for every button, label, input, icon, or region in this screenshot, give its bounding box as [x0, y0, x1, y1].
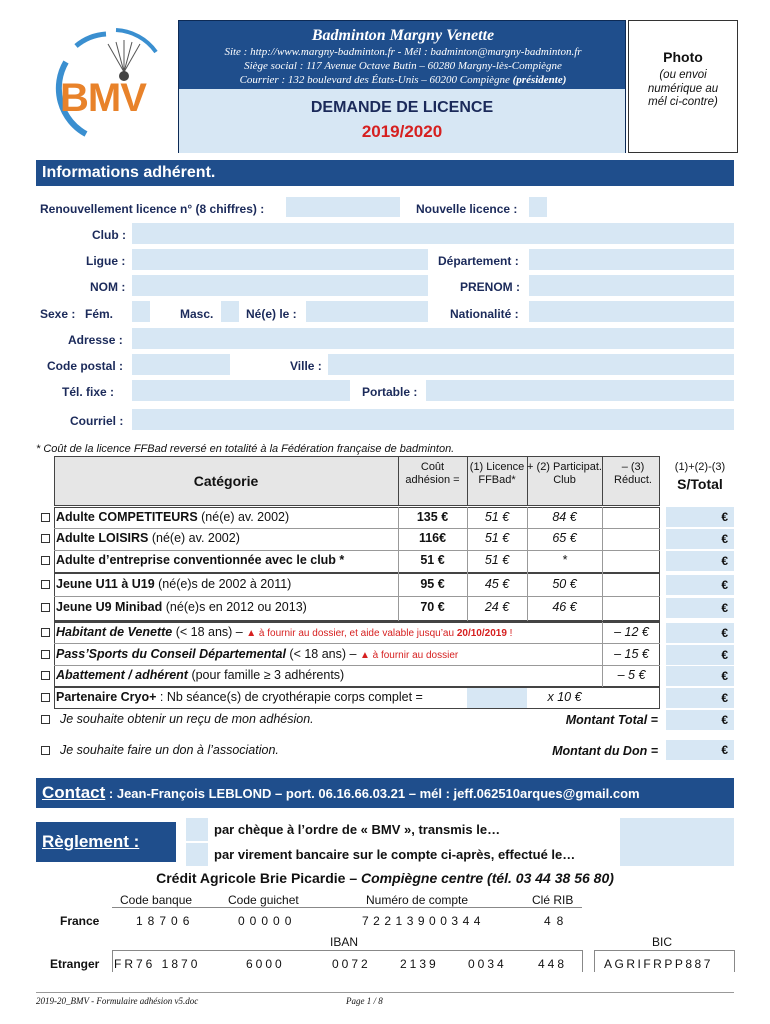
portable-label: Portable : — [362, 385, 418, 399]
row-particip: 50 € — [552, 577, 577, 591]
row-cout: 70 € — [420, 600, 445, 614]
row-cout: 135 € — [416, 510, 449, 524]
iban-part-4: 2139 — [400, 957, 439, 971]
subtotal-input[interactable]: € — [666, 666, 734, 686]
reduction-checkbox[interactable] — [41, 671, 50, 680]
reglement-title: Règlement : — [36, 822, 176, 862]
cryo-checkbox[interactable] — [41, 693, 50, 702]
category-label: Jeune U11 à U19 (né(e)s de 2002 à 2011) — [56, 577, 292, 591]
montant-don-input[interactable]: € — [666, 740, 734, 760]
subtotal-input[interactable]: € — [666, 551, 734, 571]
reduction-amount: – 15 € — [614, 647, 649, 661]
ville-label: Ville : — [290, 359, 322, 373]
bic-value: AGRIFRPP887 — [604, 957, 713, 971]
header-reduct: – (3) Réduct. — [614, 461, 652, 486]
col-compte-header: Numéro de compte — [366, 893, 469, 907]
category-label: Adulte LOISIRS (né(e) av. 2002) — [56, 531, 240, 545]
cheque-checkbox[interactable] — [186, 818, 208, 841]
footer-rule — [36, 992, 734, 993]
recu-label: Je souhaite obtenir un reçu de mon adhésion. — [60, 712, 314, 726]
row-licence: 24 € — [484, 600, 510, 614]
subtotal-input[interactable]: € — [666, 645, 734, 665]
montant-total-label: Montant Total = — [565, 713, 658, 727]
montant-total-input[interactable]: € — [666, 710, 734, 730]
subtotal-input[interactable]: € — [666, 598, 734, 618]
adresse-input[interactable] — [132, 328, 734, 349]
footer-page: Page 1 / 8 — [346, 996, 383, 1006]
iban-table-top — [112, 950, 582, 951]
montant-don-label: Montant du Don = — [552, 744, 658, 758]
row-cout: 116€ — [418, 531, 447, 545]
nom-input[interactable] — [132, 275, 428, 296]
code-postal-input[interactable] — [132, 354, 230, 375]
birthdate-input[interactable] — [306, 301, 428, 322]
new-licence-checkbox[interactable] — [529, 197, 547, 217]
iban-part-1: FR76 1870 — [114, 957, 201, 971]
header-categorie: Catégorie — [193, 473, 259, 489]
club-name: Badminton Margny Venette — [311, 27, 495, 44]
header-total-top: (1)+(2)-(3) — [674, 461, 726, 473]
ligue-input[interactable] — [132, 249, 428, 270]
france-guichet: 00000 — [238, 914, 297, 928]
row-licence: 51 € — [484, 510, 510, 524]
reduction-amount: – 12 € — [614, 625, 649, 639]
bank-title: Crédit Agricole Brie Picardie – Compiègne centre (tél. 03 44 38 56 80) — [156, 870, 614, 886]
adresse-label: Adresse : — [68, 333, 123, 347]
photo-note: (ou envoi numérique au mél ci-contre) — [647, 69, 719, 108]
cryo-count-input[interactable] — [467, 688, 527, 708]
fem-checkbox[interactable] — [132, 301, 150, 322]
virement-checkbox[interactable] — [186, 843, 208, 866]
row-licence: 45 € — [484, 577, 510, 591]
bic-box-top — [594, 950, 734, 951]
reduction-checkbox[interactable] — [41, 628, 50, 637]
reduction-label: Abattement / adhérent (pour famille ≥ 3 adhérents) — [56, 668, 345, 682]
subtotal-input[interactable]: € — [666, 575, 734, 595]
nationalite-label: Nationalité : — [450, 307, 519, 321]
iban-box-right — [582, 950, 583, 972]
don-checkbox[interactable] — [41, 746, 50, 755]
reduction-label: Habitant de Venette (< 18 ans) – ▲ à fournir au dossier, et aide valable jusqu’au 20/10/2019 ! — [56, 625, 513, 639]
don-label: Je souhaite faire un don à l’association. — [60, 743, 279, 757]
siege-line: Siège social : 117 Avenue Octave Butin – 60280 Margny-lès-Compiègne — [244, 60, 562, 72]
france-rib: 48 — [544, 914, 570, 928]
logo-text: BMV — [60, 76, 146, 120]
departement-input[interactable] — [529, 249, 734, 270]
header-particip: + (2) Participat. Club — [527, 461, 602, 486]
header-licence: (1) Licence FFBad* — [469, 461, 525, 486]
tel-input[interactable] — [132, 380, 350, 401]
subtotal-input[interactable]: € — [666, 688, 734, 708]
iban-part-3: 0072 — [332, 957, 371, 971]
photo-box[interactable] — [628, 20, 738, 153]
tel-label: Tél. fixe : — [62, 385, 115, 399]
france-banque: 18706 — [136, 914, 195, 928]
new-licence-label: Nouvelle licence : — [416, 202, 518, 216]
renewal-input[interactable] — [286, 197, 400, 217]
col-banque-header: Code banque — [120, 893, 193, 907]
reduction-amount: – 5 € — [617, 668, 646, 682]
contact-title: Contact — [42, 783, 106, 802]
code-postal-label: Code postal : — [47, 359, 124, 373]
category-label: Adulte COMPETITEURS (né(e) av. 2002) — [56, 510, 290, 524]
reduction-label: Pass’Sports du Conseil Départemental (< 18 ans) – ▲ à fournir au dossier — [56, 647, 459, 661]
bic-box-right — [734, 950, 735, 972]
category-label: Adulte d’entreprise conventionnée avec le club * — [56, 553, 345, 567]
iban-part-2: 6000 — [246, 957, 285, 971]
category-checkbox[interactable] — [41, 580, 50, 589]
prenom-input[interactable] — [529, 275, 734, 296]
footer-doc: 2019-20_BMV - Formulaire adhésion v5.doc — [36, 996, 199, 1006]
title-box — [179, 89, 625, 153]
row-cout: 51 € — [420, 553, 445, 567]
category-checkbox[interactable] — [41, 513, 50, 522]
portable-input[interactable] — [426, 380, 734, 401]
sexe-label: Sexe : — [40, 307, 76, 321]
site-line: Site : http://www.margny-badminton.fr - Mél : badminton@margny-badminton.fr — [224, 46, 582, 58]
club-label: Club : — [92, 228, 126, 242]
row-particip: * — [562, 553, 567, 567]
ne-le-label: Né(e) le : — [246, 307, 297, 321]
category-checkbox[interactable] — [41, 603, 50, 612]
reduction-checkbox[interactable] — [41, 650, 50, 659]
cryo-label: Partenaire Cryo+ : Nb séance(s) de cryothérapie corps complet = — [56, 690, 423, 704]
season: 2019/2020 — [361, 122, 443, 141]
renewal-label: Renouvellement licence n° (8 chiffres) : — [40, 202, 265, 216]
header-banner — [178, 20, 626, 153]
bic-label: BIC — [652, 935, 673, 949]
france-label: France — [60, 914, 100, 928]
bic-box-left — [594, 950, 595, 972]
virement-label: par virement bancaire sur le compte ci-après, effectué le… — [214, 847, 576, 862]
row-particip: 46 € — [552, 600, 577, 614]
iban-box-left — [112, 950, 113, 972]
masc-label: Masc. — [180, 307, 214, 321]
recu-checkbox[interactable] — [41, 715, 50, 724]
prenom-label: PRENOM : — [460, 280, 520, 294]
contact-text: : Jean-François LEBLOND – port. 06.16.66.03.21 – mél : jeff.062510arques@gmail.com — [105, 786, 640, 801]
bank-table-top — [112, 907, 582, 908]
info-section-title: Informations adhérent. — [36, 160, 734, 186]
iban-part-5: 0034 — [468, 957, 507, 971]
cryo-mult: x 10 € — [547, 690, 582, 704]
category-checkbox[interactable] — [41, 534, 50, 543]
ligue-label: Ligue : — [86, 254, 126, 268]
cheque-label: par chèque à l’ordre de « BMV », transmis le… — [214, 822, 501, 837]
subtotal-input[interactable]: € — [666, 623, 734, 643]
club-input[interactable] — [132, 223, 734, 244]
departement-label: Département : — [438, 254, 519, 268]
subtotal-input[interactable]: € — [666, 529, 734, 549]
contact-band — [36, 778, 734, 808]
col-guichet-header: Code guichet — [228, 893, 299, 907]
courriel-input[interactable] — [132, 409, 734, 430]
courriel-label: Courriel : — [70, 414, 124, 428]
category-label: Jeune U9 Minibad (né(e)s en 2012 ou 2013) — [56, 600, 307, 614]
subtotal-input[interactable]: € — [666, 507, 734, 527]
courrier-line: Courrier : 132 boulevard des États-Unis – 60200 Compiègne (présidente) — [239, 74, 567, 86]
col-div-4 — [602, 507, 603, 621]
row-licence: 51 € — [484, 531, 510, 545]
etranger-label: Etranger — [50, 957, 100, 971]
iban-part-6: 448 — [538, 957, 568, 971]
header-total: S/Total — [677, 476, 723, 492]
photo-title: Photo — [663, 49, 703, 65]
col-rib-header: Clé RIB — [532, 893, 574, 907]
iban-label: IBAN — [330, 935, 359, 949]
category-checkbox[interactable] — [41, 556, 50, 565]
nom-label: NOM : — [90, 280, 126, 294]
row-licence: 51 € — [484, 553, 510, 567]
fem-label: Fém. — [85, 307, 114, 321]
header-cout: Coût adhésion = — [405, 461, 460, 486]
france-compte: 72213900344 — [362, 914, 485, 928]
row-particip: 84 € — [552, 510, 577, 524]
form-title: DEMANDE DE LICENCE — [310, 99, 494, 116]
ville-input[interactable] — [328, 354, 734, 375]
header-divider-4 — [602, 456, 603, 506]
date-input[interactable] — [620, 818, 734, 866]
row-cout: 95 € — [420, 577, 445, 591]
nationalite-input[interactable] — [529, 301, 734, 322]
ffbad-note: * Coût de la licence FFBad reversé en totalité à la Fédération française de badminton. — [36, 443, 455, 455]
masc-checkbox[interactable] — [221, 301, 239, 322]
row-particip: 65 € — [552, 531, 577, 545]
bmv-logo — [46, 22, 168, 140]
